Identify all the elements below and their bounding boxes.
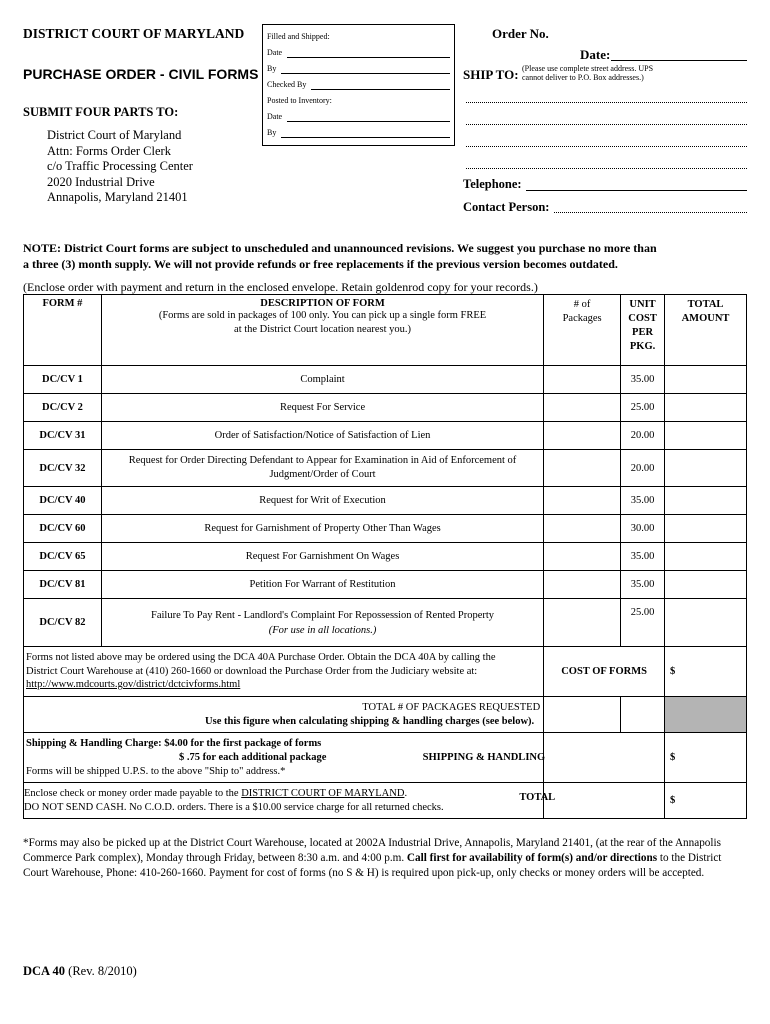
- unit-cost: 35.00: [621, 571, 665, 599]
- date-line[interactable]: [287, 57, 450, 58]
- shipping-row: [24, 733, 747, 783]
- packages-header-line: Packages: [562, 313, 602, 324]
- total-input[interactable]: [665, 394, 747, 422]
- form-description-line: Request for Order Directing Defendant to Appear for Examination in Aid of Enforcement of: [128, 455, 517, 466]
- shipping-charge-line: Shipping & Handling Charge: $4.00 for the first package of forms: [26, 737, 322, 749]
- form-description: [101, 599, 543, 647]
- checked-by-label: Checked By: [267, 80, 307, 89]
- description-title: DESCRIPTION OF FORM: [260, 298, 385, 309]
- total-amount-header: [665, 295, 747, 366]
- table-row: [24, 422, 747, 450]
- form-description-line: Failure To Pay Rent - Landlord's Complaint For Repossession of Rented Property: [151, 609, 495, 621]
- posted-inventory-label: Posted to Inventory:: [267, 96, 332, 105]
- total-input[interactable]: [665, 571, 747, 599]
- cost-of-forms-row: [24, 647, 747, 697]
- description-header: [101, 295, 543, 366]
- contact-field[interactable]: [554, 212, 747, 213]
- cost-of-forms-label: COST OF FORMS: [544, 647, 665, 697]
- unit-cost: 35.00: [621, 366, 665, 394]
- packages-input[interactable]: [544, 515, 621, 543]
- table-row: [24, 394, 747, 422]
- unit-cost-header: [621, 295, 665, 366]
- form-number: DC/CV 65: [24, 543, 102, 571]
- shaded-cell: [665, 697, 747, 733]
- by-line[interactable]: [281, 137, 450, 138]
- form-description: [101, 450, 543, 487]
- total-input[interactable]: [665, 450, 747, 487]
- payment-text: .: [404, 787, 408, 799]
- address-line: Annapolis, Maryland 21401: [47, 190, 188, 204]
- telephone-field[interactable]: [526, 190, 747, 191]
- form-revision: [23, 964, 137, 979]
- form-header: FORM #: [24, 295, 102, 366]
- note-line: a three (3) month supply. We will not provide refunds or free replacements if the previous version becomes outdated.: [23, 257, 618, 271]
- form-id: DCA 40: [23, 964, 66, 978]
- payment-text: Enclose check or money order made payable to the: [24, 787, 242, 799]
- unit-cost: 25.00: [621, 599, 665, 647]
- no-cash-note: DO NOT SEND CASH. No C.O.D. orders. There is a $10.00 service charge for all returned checks.: [24, 801, 444, 813]
- unit-header-line: COST: [628, 313, 657, 324]
- shipping-info: [24, 733, 544, 783]
- date-line[interactable]: [287, 121, 450, 122]
- ship-to-line[interactable]: [466, 168, 747, 169]
- contact-label: Contact Person:: [463, 200, 550, 214]
- unit-cost: 35.00: [621, 543, 665, 571]
- form-description-note: (For use in all locations.): [268, 624, 377, 636]
- blank-cell: [621, 697, 665, 733]
- form-description: Request for Writ of Execution: [101, 487, 543, 515]
- form-number: DC/CV 81: [24, 571, 102, 599]
- order-no-label: Order No.: [492, 26, 549, 41]
- table-row: [24, 599, 747, 647]
- blank-cell: [544, 783, 665, 819]
- form-description: Complaint: [101, 366, 543, 394]
- footnote-text: to the District: [657, 852, 722, 864]
- unit-cost: 20.00: [621, 422, 665, 450]
- total-label: TOTAL: [519, 792, 556, 803]
- table-row: [24, 543, 747, 571]
- total-input[interactable]: [665, 422, 747, 450]
- total-input[interactable]: [665, 515, 747, 543]
- telephone-label: Telephone:: [463, 177, 522, 191]
- office-use-box: [262, 24, 455, 146]
- form-number: DC/CV 31: [24, 422, 102, 450]
- payment-info: [24, 783, 556, 819]
- date-label: Date: [267, 48, 283, 57]
- table-row: [24, 515, 747, 543]
- total-header-line: TOTAL: [687, 299, 724, 310]
- checked-by-line[interactable]: [311, 89, 450, 90]
- packages-header-line: # of: [573, 299, 591, 310]
- note-line: NOTE: District Court forms are subject to unscheduled and unannounced revisions. We suggest you purchase no more than: [23, 241, 657, 255]
- packages-input[interactable]: [544, 394, 621, 422]
- ship-note-line: (Please use complete street address. UPS: [522, 64, 654, 73]
- unit-header-line: PER: [632, 327, 654, 338]
- order-table: [23, 294, 747, 819]
- by-label: By: [267, 128, 277, 137]
- form-description: Request For Service: [101, 394, 543, 422]
- total-packages-row: [24, 697, 747, 733]
- unit-header-line: UNIT: [629, 299, 656, 310]
- form-number: DC/CV 60: [24, 515, 102, 543]
- shipping-handling-field[interactable]: $: [665, 733, 747, 783]
- address-line: c/o Traffic Processing Center: [47, 159, 193, 173]
- by-line[interactable]: [281, 73, 450, 74]
- court-name: DISTRICT COURT OF MARYLAND: [23, 26, 245, 41]
- address-line: Attn: Forms Order Clerk: [47, 143, 171, 158]
- form-number: DC/CV 1: [24, 366, 102, 394]
- total-input[interactable]: [665, 543, 747, 571]
- form-description-line: Judgment/Order of Court: [269, 469, 376, 480]
- footnote-emphasis: Call first for availability of form(s) and/or directions: [406, 852, 658, 864]
- total-input[interactable]: [665, 487, 747, 515]
- ship-note-line: cannot deliver to P.O. Box addresses.): [522, 73, 644, 82]
- blank-cell: [544, 733, 665, 783]
- date-label: Date: [267, 112, 283, 121]
- packages-input[interactable]: [544, 450, 621, 487]
- judiciary-website-link[interactable]: http://www.mdcourts.gov/district/dctcivforms.html: [26, 679, 241, 691]
- submit-label: SUBMIT FOUR PARTS TO:: [23, 105, 179, 119]
- table-row: [24, 487, 747, 515]
- total-input[interactable]: [665, 599, 747, 647]
- description-subtitle: (Forms are sold in packages of 100 only. You can pick up a single form FREE: [158, 310, 487, 321]
- unit-cost: 25.00: [621, 394, 665, 422]
- unit-header-line: PKG.: [629, 341, 656, 352]
- payment-instruction: [24, 787, 540, 801]
- packages-input[interactable]: [544, 543, 621, 571]
- packages-input[interactable]: [544, 571, 621, 599]
- table-header-row: [24, 295, 747, 366]
- total-input[interactable]: [665, 366, 747, 394]
- packages-input[interactable]: [544, 422, 621, 450]
- table-row: [24, 571, 747, 599]
- address-line: District Court of Maryland: [47, 128, 182, 142]
- footnote-line: *Forms may also be picked up at the District Court Warehouse, located at 2002A Industrial Drive, Annapolis, Maryland 21401, (at the rear of the Annapolis: [23, 837, 721, 849]
- other-forms-line: Forms not listed above may be ordered using the DCA 40A Purchase Order. Obtain the DCA 40A by calling the: [26, 652, 496, 664]
- date-label: Date:: [580, 47, 611, 62]
- ship-to-line[interactable]: [466, 102, 747, 103]
- date-field[interactable]: [611, 60, 747, 61]
- table-row: [24, 366, 747, 394]
- ship-to-label: SHIP TO:: [463, 67, 519, 82]
- footnote-line: Court Warehouse, Phone: 410-260-1660. Payment for cost of forms (no S & H) is required upon pick-up, only checks or money orders will be accepted.: [23, 867, 705, 879]
- unit-cost: 35.00: [621, 487, 665, 515]
- form-description: Petition For Warrant of Restitution: [101, 571, 543, 599]
- ship-to-line[interactable]: [466, 124, 747, 125]
- other-forms-info: [24, 647, 544, 697]
- total-field[interactable]: $: [665, 783, 747, 819]
- total-packages-label: [24, 697, 544, 733]
- form-title: PURCHASE ORDER - CIVIL FORMS: [23, 66, 259, 82]
- total-row: [24, 783, 747, 819]
- packages-input[interactable]: [544, 366, 621, 394]
- packages-header: [544, 295, 621, 366]
- form-number: DC/CV 40: [24, 487, 102, 515]
- form-description: Order of Satisfaction/Notice of Satisfaction of Lien: [101, 422, 543, 450]
- footnote-text: Commerce Park complex), Monday through Friday, between 8:30 a.m. and 4:00 p.m.: [23, 852, 407, 864]
- other-forms-line: District Court Warehouse at (410) 260-1660 or download the Purchase Order from the Judiciary website at:: [26, 665, 478, 677]
- form-number: DC/CV 32: [24, 450, 102, 487]
- form-description: Request for Garnishment of Property Other Than Wages: [101, 515, 543, 543]
- by-label: By: [267, 64, 277, 73]
- description-subtitle: at the District Court location nearest you.): [234, 324, 412, 335]
- shipping-handling-label: SHIPPING & HANDLING: [422, 752, 546, 763]
- footnote-line: [23, 851, 753, 866]
- pickup-footnote: [23, 836, 753, 881]
- form-number: DC/CV 2: [24, 394, 102, 422]
- unit-cost: 20.00: [621, 450, 665, 487]
- unit-cost: 30.00: [621, 515, 665, 543]
- filled-shipped-label: Filled and Shipped:: [267, 32, 330, 41]
- revision-date: (Rev. 8/2010): [65, 964, 137, 978]
- revision-note: [23, 240, 657, 272]
- cost-of-forms-field[interactable]: $: [665, 647, 747, 697]
- table-row: [24, 450, 747, 487]
- total-packages-note: Use this figure when calculating shipping & handling charges (see below).: [205, 715, 535, 727]
- form-number: DC/CV 82: [24, 599, 102, 647]
- shipping-note: Forms will be shipped U.P.S. to the above "Ship to" address.*: [26, 765, 286, 777]
- ship-to-line[interactable]: [466, 146, 747, 147]
- address-line: 2020 Industrial Drive: [47, 174, 155, 189]
- mailing-address: [47, 128, 193, 206]
- total-packages-input[interactable]: [544, 697, 621, 733]
- ship-to-note: [522, 64, 653, 82]
- payee-name: DISTRICT COURT OF MARYLAND: [241, 787, 405, 799]
- total-packages-text: TOTAL # OF PACKAGES REQUESTED: [362, 701, 541, 713]
- packages-input[interactable]: [544, 487, 621, 515]
- shipping-charge-line: $ .75 for each additional package: [179, 751, 327, 763]
- packages-input[interactable]: [544, 599, 621, 647]
- enclose-instructions: (Enclose order with payment and return in the enclosed envelope. Retain goldenrod copy for your records.): [23, 280, 538, 294]
- total-header-line: AMOUNT: [681, 313, 730, 324]
- form-description: Request For Garnishment On Wages: [101, 543, 543, 571]
